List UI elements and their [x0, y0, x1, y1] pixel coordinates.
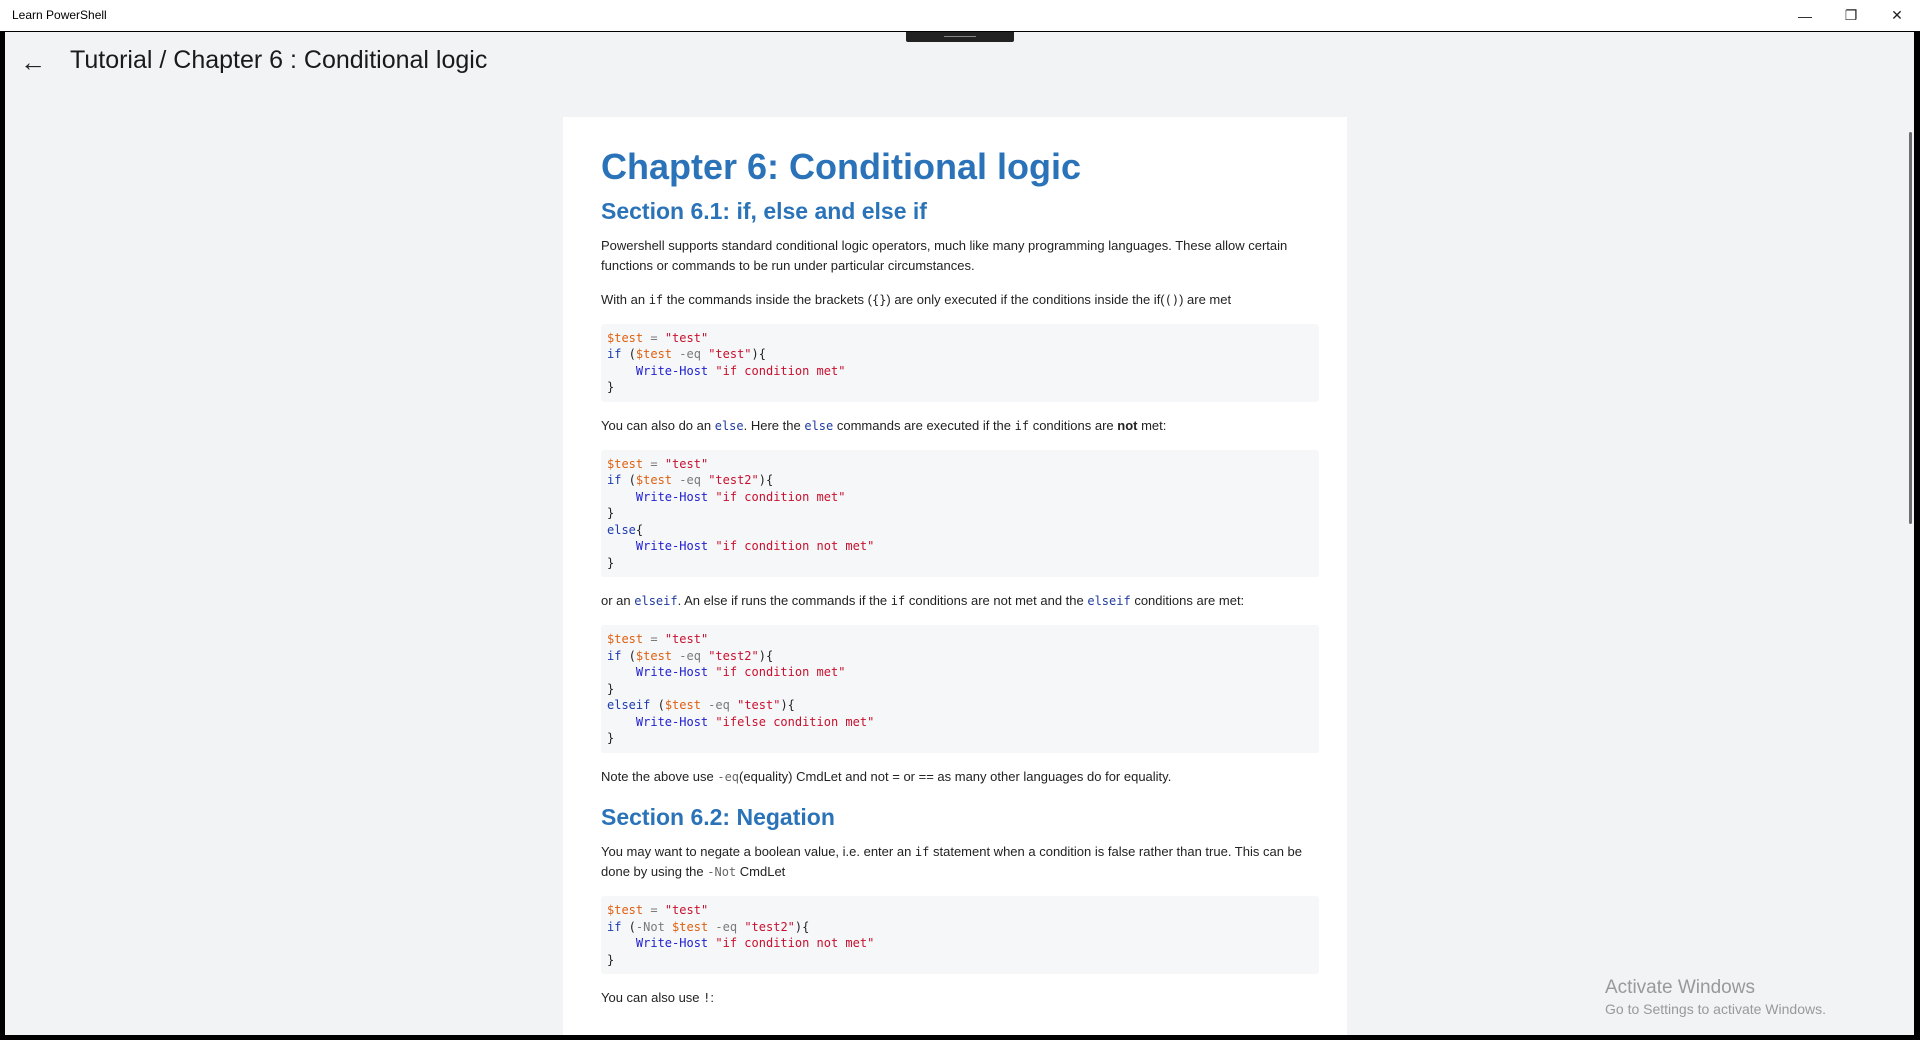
restore-icon: ❐ — [1844, 7, 1858, 23]
activation-watermark: Activate Windows Go to Settings to activate Windows. — [1605, 977, 1826, 1017]
code-block: $test = "test" if ($test -eq "test2"){ Write-Host "if condition met" } elseif ($test -eq "test"){ Write-Host "ifelse condition met" } — [601, 625, 1319, 753]
section-heading: Section 6.2: Negation — [601, 803, 835, 830]
code-block: $test = "test" if ($test -eq "test2"){ Write-Host "if condition met" } else{ Write-Host "if condition not met" } — [601, 450, 1319, 578]
code-block: $test = "test" if (-Not $test -eq "test2"){ Write-Host "if condition not met" } — [601, 896, 1319, 974]
app-content — [5, 32, 1914, 1035]
minimize-icon: — — [1798, 7, 1812, 24]
paragraph: With an if the commands inside the brackets ({}) are only executed if the conditions inside the if(()) are met — [601, 291, 1232, 307]
paragraph: You may want to negate a boolean value, i.e. enter an if statement when a condition is false rather than true. This can be done by using the -Not CmdLet — [601, 844, 1303, 880]
paragraph: You can also do an else. Here the else commands are executed if the if conditions are not met: — [601, 417, 1167, 433]
paragraph: Powershell supports standard conditional logic operators, much like many programming languages. These allow certain functions or commands to be run under particular circumstances. — [601, 237, 1288, 273]
chapter-heading: Chapter 6: Conditional logic — [601, 146, 1082, 187]
section-heading: Section 6.1: if, else and else if — [601, 197, 927, 224]
page-title: Tutorial / Chapter 6 : Conditional logic — [70, 46, 488, 74]
paragraph: Note the above use -eq(equality) CmdLet and not = or == as many other languages do for equality. — [601, 768, 1172, 784]
document-content — [601, 147, 1321, 1022]
close-button[interactable] — [1874, 0, 1920, 31]
paragraph: You can also use !: — [601, 990, 715, 1006]
paragraph: or an elseif. An else if runs the commands if the if conditions are not met and the elseif conditions are met: — [601, 593, 1245, 609]
drag-handle[interactable] — [906, 32, 1014, 42]
vertical-scrollbar[interactable] — [1909, 132, 1912, 524]
title-bar — [0, 0, 1920, 31]
minimize-button[interactable] — [1782, 0, 1828, 31]
document-card — [563, 117, 1347, 1035]
app-title: Learn PowerShell — [12, 8, 107, 22]
close-icon: ✕ — [1891, 7, 1903, 23]
back-button[interactable] — [13, 44, 53, 80]
code-block: $test = "test" if ($test -eq "test"){ Write-Host "if condition met" } — [601, 324, 1319, 402]
maximize-button[interactable] — [1828, 0, 1874, 31]
arrow-left-icon: ← — [20, 46, 46, 77]
